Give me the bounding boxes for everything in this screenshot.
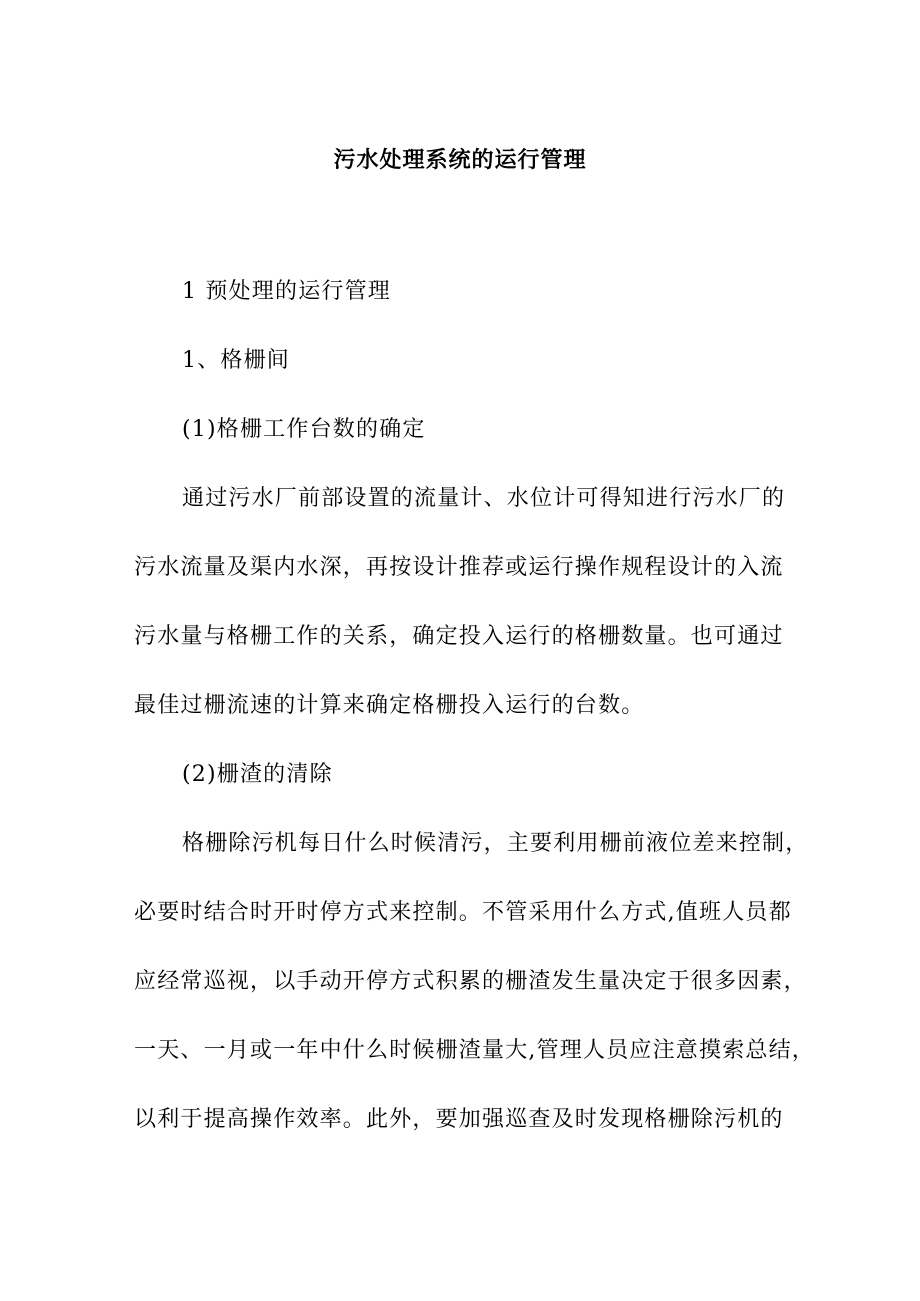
paragraph-line: 最佳过栅流速的计算来确定格栅投入运行的台数。 [134,693,645,718]
paragraph-line: 一天、一月或一年中什么时候栅渣量大,管理人员应注意摸索总结， [134,1038,815,1063]
paragraph-line: 必要时结合时开时停方式来控制。不管采用什么方式,值班人员都 [134,900,792,925]
section-heading: 1 预处理的运行管理 [182,279,391,304]
paragraph-line: 污水流量及渠内水深，再按设计推荐或运行操作规程设计的入流 [134,555,784,580]
document-body [134,272,815,1169]
subsection-heading: 1、格栅间 [182,348,290,373]
paragraph-line: 通过污水厂前部设置的流量计、水位计可得知进行污水厂的 [182,486,786,511]
paragraph-line: 应经常巡视，以手动开停方式积累的栅渣发生量决定于很多因素， [134,969,807,994]
item-heading: (2)栅渣的清除 [182,762,333,787]
paragraph-line: 污水量与格栅工作的关系，确定投入运行的格栅数量。也可通过 [134,624,784,649]
paragraph-line: 格栅除污机每日什么时候清污，主要利用栅前液位差来控制， [182,831,809,856]
paragraph-line: 以利于提高操作效率。此外，要加强巡查及时发现格栅除污机的 [134,1107,784,1132]
item-heading: (1)格栅工作台数的确定 [182,417,426,442]
document-title: 污水处理系统的运行管理 [333,147,587,173]
